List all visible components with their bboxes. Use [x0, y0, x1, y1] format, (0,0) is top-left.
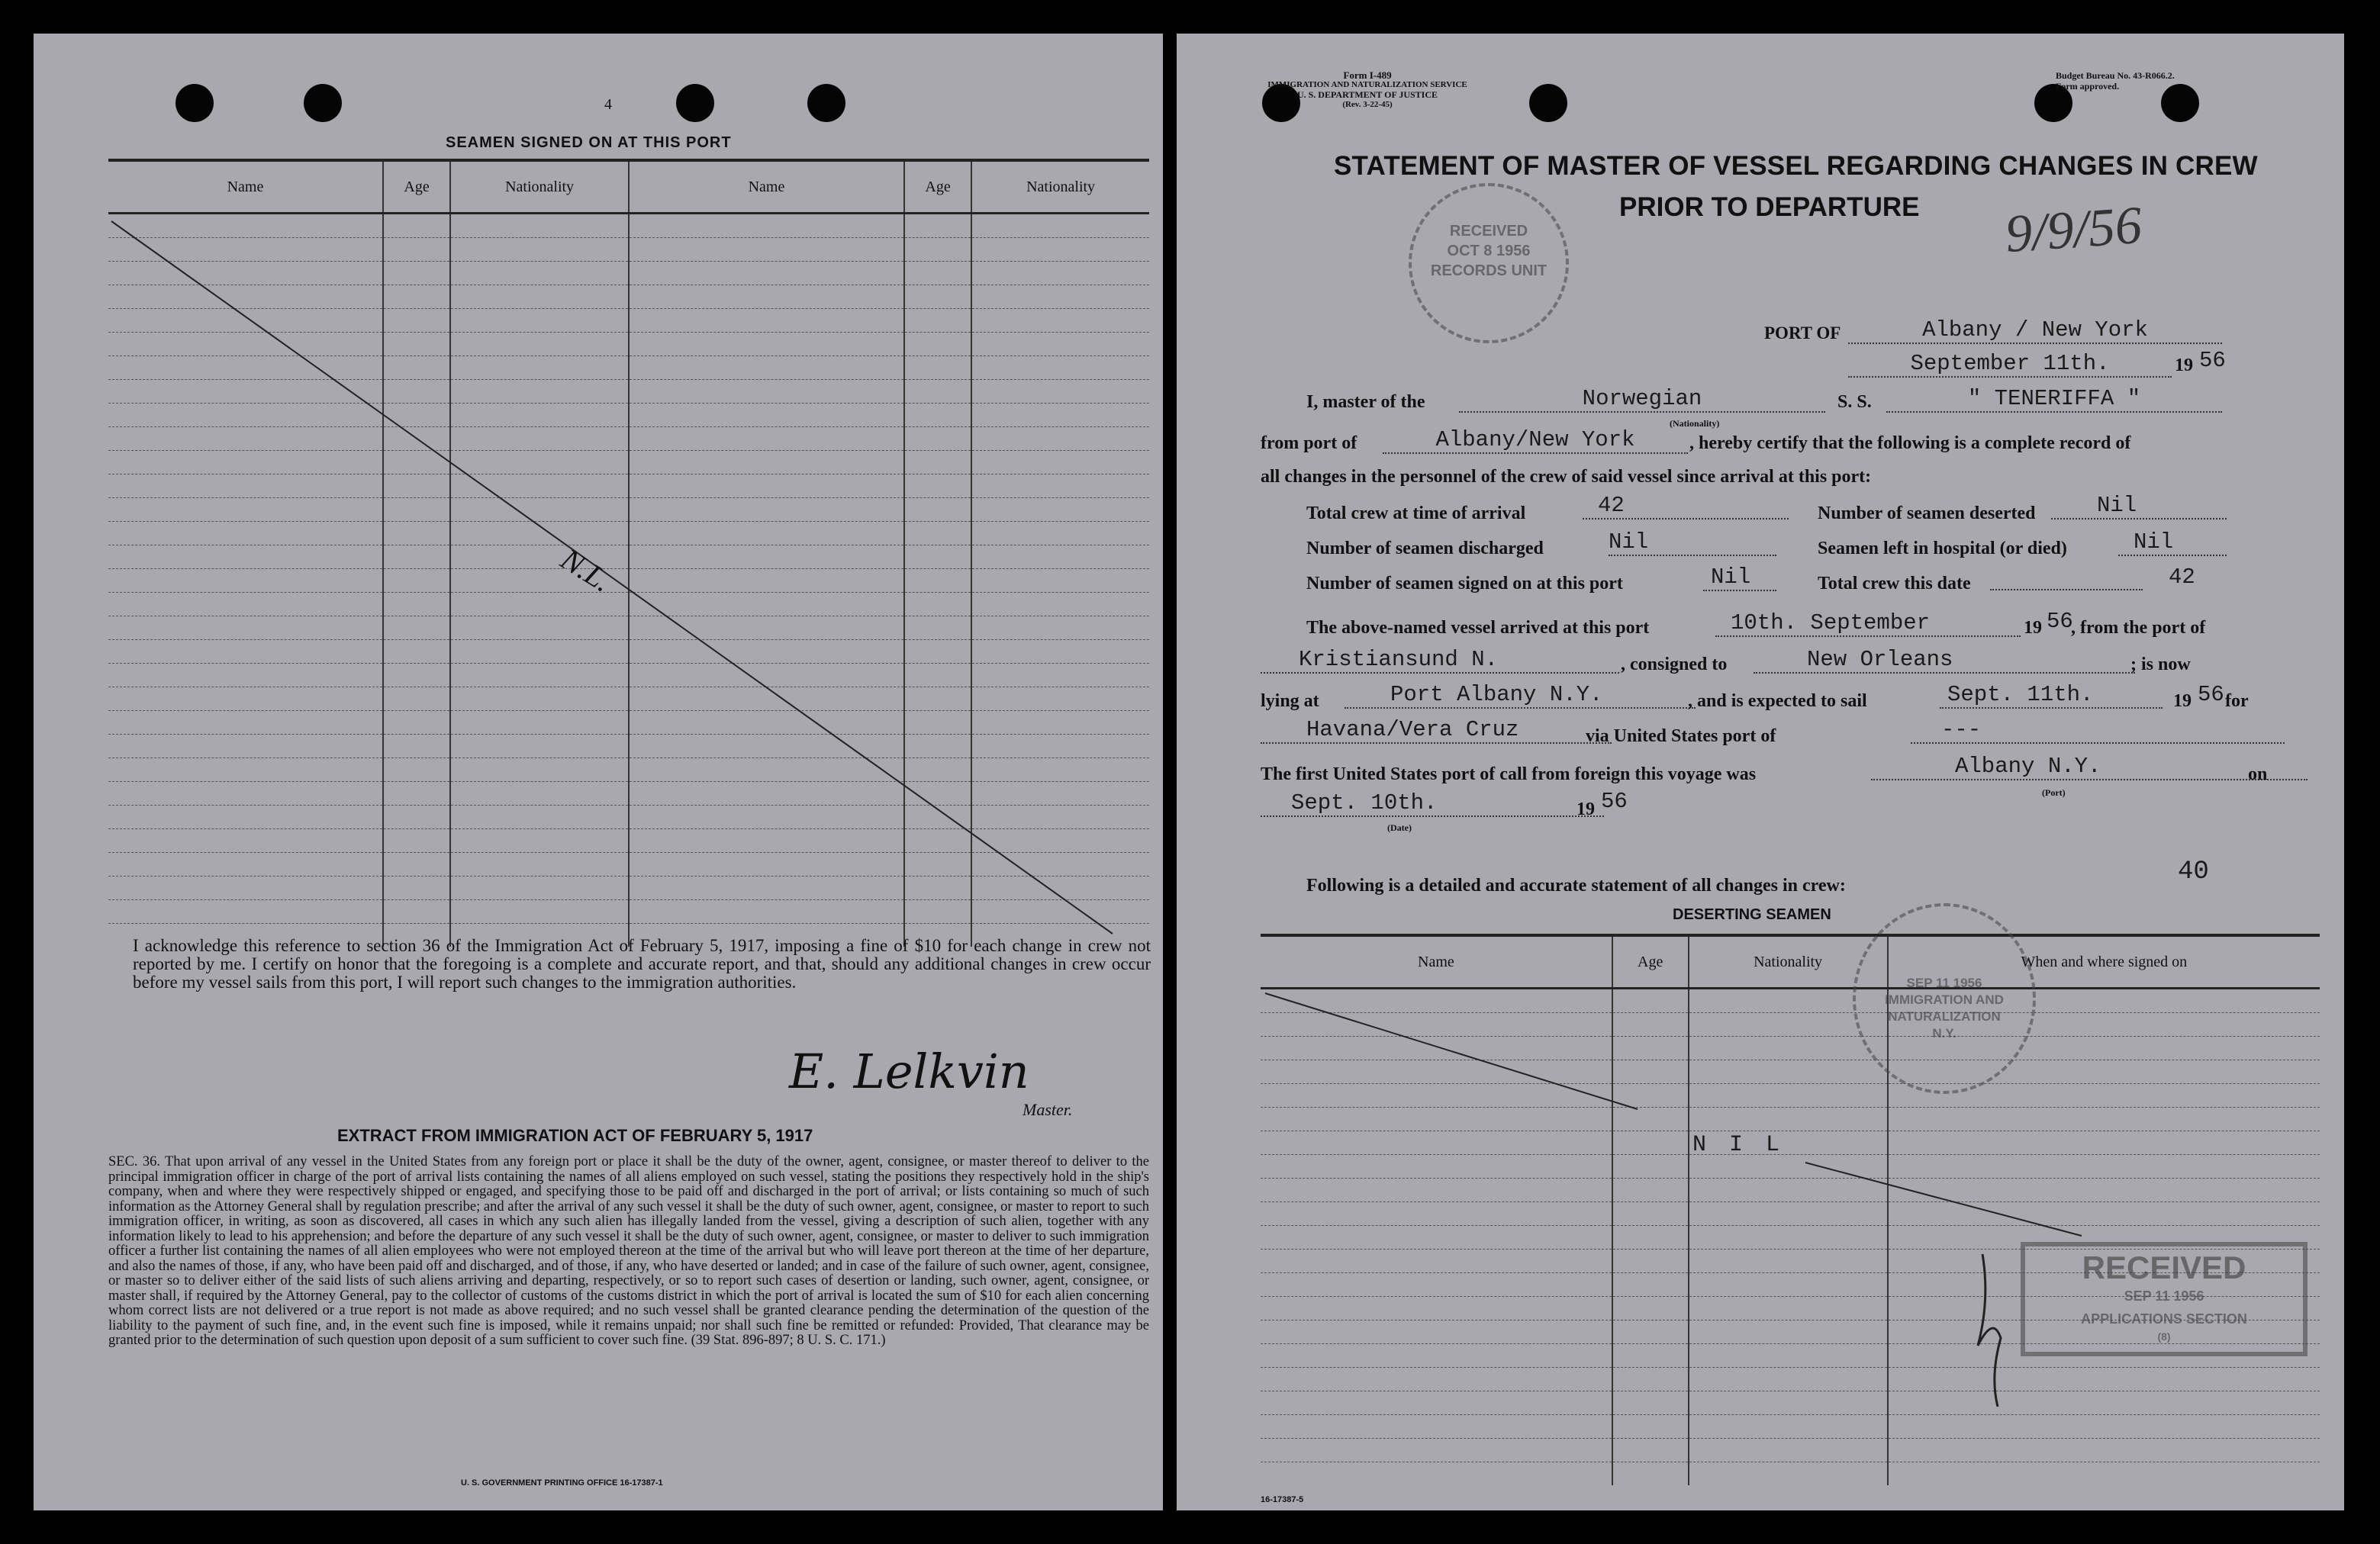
- first-port-year: 56: [1601, 789, 1628, 814]
- deserting-seamen-heading: DESERTING SEAMEN: [1673, 906, 1831, 923]
- master-caption: Master.: [1023, 1100, 1073, 1119]
- port-of-label: PORT OF: [1764, 323, 1841, 343]
- total-crew-arrival-label: Total crew at time of arrival: [1306, 503, 1526, 523]
- col-when-where-signed: When and where signed on: [2021, 953, 2188, 970]
- col-age: Age: [383, 160, 450, 214]
- table-row: [1261, 1415, 2320, 1439]
- handwritten-date: 9/9/56: [2003, 195, 2144, 265]
- sail-year: 56: [2198, 682, 2224, 707]
- year-prefix: 19: [2175, 355, 2193, 375]
- signed-on-label: Number of seamen signed on at this port: [1306, 574, 1623, 593]
- year-prefix: 19: [1576, 799, 1595, 819]
- consigned-label: , consigned to: [1621, 655, 1728, 674]
- stamp-text: RECORDS UNIT: [1430, 262, 1547, 279]
- consignee: New Orleans: [1754, 647, 2135, 674]
- table-cell: [1261, 1415, 1612, 1439]
- table-cell: [1612, 1415, 1689, 1439]
- stamp-text: NATURALIZATION: [1888, 1009, 2001, 1024]
- table-cell: [1612, 1462, 1689, 1486]
- stamp-text: APPLICATIONS SECTION: [2081, 1311, 2247, 1327]
- from-port-of-label: , from the port of: [2071, 618, 2206, 638]
- stamp-text: SEP 11 1956: [1906, 976, 1982, 990]
- on-label: on: [2248, 764, 2268, 784]
- stamp-text: OCT 8 1956: [1447, 243, 1531, 259]
- arrival-year: 56: [2047, 609, 2073, 634]
- nil-mark: N I L: [1692, 1132, 1785, 1158]
- printer-line: 16-17387-5: [1261, 1495, 1304, 1504]
- stamp-text: SEP 11 1956: [2124, 1288, 2204, 1304]
- seamen-signed-on-heading: SEAMEN SIGNED ON AT THIS PORT: [446, 134, 732, 151]
- printer-line: U. S. GOVERNMENT PRINTING OFFICE 16-17387-1: [461, 1478, 663, 1488]
- form-subtitle: PRIOR TO DEPARTURE: [1619, 192, 1920, 222]
- discharged-value: Nil: [1609, 529, 1776, 556]
- table-cell: [1612, 1439, 1689, 1462]
- col-nationality: Nationality: [1026, 178, 1096, 195]
- form-number: Form I-489: [1343, 69, 1392, 81]
- stamp-text: (8): [2157, 1330, 2171, 1343]
- left-page: [34, 34, 1163, 1510]
- first-port-value: Albany N.Y.: [1871, 754, 2308, 780]
- port-of-value: Albany / New York: [1848, 317, 2222, 344]
- hospital-value: Nil: [2118, 529, 2227, 556]
- col-name: Name: [629, 160, 904, 214]
- vessel-nationality: Norwegian: [1459, 386, 1825, 413]
- cancel-line: [34, 34, 1163, 949]
- revision-date: (Rev. 3-22-45): [1342, 100, 1393, 109]
- from-port-label: from port of: [1261, 433, 1357, 453]
- col-name: Name: [1261, 935, 1612, 989]
- via-value: ---: [1911, 717, 2285, 744]
- lying-at-value: Port Albany N.Y.: [1345, 682, 1696, 709]
- arrived-label: The above-named vessel arrived at this port: [1306, 618, 1650, 638]
- stamp-text: IMMIGRATION AND: [1885, 992, 2004, 1007]
- port-caption: (Port): [2042, 787, 2066, 798]
- certify-text: , hereby certify that the following is a complete record of: [1689, 433, 2131, 453]
- table-cell: [1888, 1439, 2320, 1462]
- table-cell: [1261, 1462, 1612, 1486]
- is-now-label: ; is now: [2130, 655, 2191, 674]
- table-cell: [1689, 1439, 1888, 1462]
- year-prefix: 19: [2024, 618, 2042, 638]
- for-label: for: [2225, 691, 2249, 711]
- via-label: via United States port of: [1586, 726, 1776, 746]
- deserted-value: Nil: [2051, 493, 2227, 519]
- certify-text-2: all changes in the personnel of the crew of said vessel since arrival at this port:: [1261, 467, 1872, 487]
- discharged-label: Number of seamen discharged: [1306, 539, 1544, 558]
- year-prefix: 19: [2173, 691, 2192, 711]
- acknowledgment-text: I acknowledge this reference to section 36 of the Immigration Act of February 5, 1917, imposing a fine of $10 for each change in crew not reported by me. I certify on honor that the foregoing is a complete and accurate report, and that, should any additional changes in crew occur before my vessel sails from this port, I will report such changes to the immigration authorities.: [133, 936, 1151, 992]
- col-nationality: Nationality: [1689, 935, 1888, 989]
- ship-name: " TENERIFFA ": [1886, 386, 2222, 413]
- table-cell: [1888, 1462, 2320, 1486]
- table-cell: [1261, 1439, 1612, 1462]
- stamp-text: RECEIVED: [2082, 1250, 2246, 1285]
- round-stamp: [1853, 903, 2036, 1094]
- right-page: [1177, 34, 2344, 1510]
- hospital-label: Seamen left in hospital (or died): [1818, 539, 2067, 558]
- first-port-date: Sept. 10th.: [1261, 790, 1604, 817]
- stamp-text: RECEIVED: [1449, 223, 1528, 240]
- cancel-lines: [1177, 34, 2344, 1407]
- statement-date: September 11th.: [1848, 351, 2172, 378]
- deserted-label: Number of seamen deserted: [1818, 503, 2036, 523]
- lying-at-label: lying at: [1261, 691, 1319, 711]
- origin-port: Kristiansund N.: [1261, 647, 1619, 674]
- nationality-caption: (Nationality): [1670, 418, 1720, 429]
- master-signature: E. Lelkvin: [789, 1044, 1029, 1099]
- extract-text: SEC. 36. That upon arrival of any vessel in the United States from any foreign port or place it shall be the duty of the owner, agent, consignee, or master thereof to deliver to the principal immigration officer in charge of the port of arrival lists containing the names of all aliens employed on such vessel, stating the positions they respectively hold in the ship's company, when and where they were respectively shipped or engaged, and specifying those to be paid off and discharged in the port of arrival; or lists containing so much of such information as the Attorney General shall by regulation prescribe; and after the arrival of any such vessel it shall be the duty of such owner, agent, consignee, or master to report to such immigration officer, in writing, as soon as discovered, all cases in which any such alien has illegally landed from the vessel, giving a description of such alien, together with any information likely to lead to his apprehension; and before the departure of any such vessel it shall be the duty of such owner, agent, consignee, or master to deliver to such immigration officer a further list containing the names of all alien employees who were not employed thereon at the time of the arrival but who will leave port thereon at the time of her departure, and also the names of those, if any, who have been paid off and discharged, and of those, if any, who have deserted or landed; and in case of the failure of such owner, agent, consignee, or master so to deliver either of the said lists of such aliens arriving and departing, respectively, or so to report such cases of desertion or landing, such owner, agent, consignee, or master shall, if required by the Attorney General, pay to the collector of customs of the customs district in which the port of arrival is located the sum of $10 for each alien concerning whom correct lists are not delivered or a true report is not made as above required; and no such vessel shall be granted clearance pending the determination of the question of the liability to the payment of such fine, and, in the event such fine is imposed, while it remains unpaid; nor shall such fine be remitted or refunded: Provided, That clearance may be granted prior to the determination of such question upon deposit of a sum sufficient to cover such fine. (39 Stat. 896-897; 8 U. S. C. 171.): [108, 1154, 1149, 1348]
- signed-on-value: Nil: [1703, 565, 1776, 591]
- sail-date: Sept. 11th.: [1940, 682, 2163, 709]
- stamp-text: N.Y.: [1932, 1026, 1956, 1041]
- total-crew-date-label: Total crew this date: [1818, 574, 1971, 593]
- first-port-label: The first United States port of call from foreign this voyage was: [1261, 764, 1757, 784]
- form-title: STATEMENT OF MASTER OF VESSEL REGARDING CHANGES IN CREW: [1334, 151, 2258, 181]
- arrived-value: 10th. September: [1715, 610, 2021, 637]
- table-cell: [1689, 1462, 1888, 1486]
- page-number: 4: [604, 96, 612, 113]
- budget-number: Budget Bureau No. 43-R066.2.: [2056, 70, 2175, 81]
- following-label: Following is a detailed and accurate statement of all changes in crew:: [1306, 876, 1846, 896]
- col-age: Age: [904, 160, 971, 214]
- agency-name: IMMIGRATION AND NATURALIZATION SERVICE: [1267, 80, 1467, 89]
- ss-label: S. S.: [1837, 392, 1872, 412]
- department-name: U. S. DEPARTMENT OF JUSTICE: [1296, 89, 1438, 100]
- table-row: [1261, 1462, 2320, 1486]
- statement-year: 56: [2199, 348, 2226, 373]
- expected-label: , and is expected to sail: [1688, 691, 1867, 711]
- table-cell: [1888, 1415, 2320, 1439]
- handwritten-nl: N.L.: [555, 542, 618, 599]
- table-cell: [1689, 1415, 1888, 1439]
- destination: Havana/Vera Cruz: [1261, 717, 1612, 744]
- col-age: Age: [1612, 935, 1689, 989]
- table-row: [1261, 1439, 2320, 1462]
- form-approved: Form approved.: [2056, 81, 2120, 92]
- col-name: Name: [108, 160, 383, 214]
- col-nationality: Nationality: [450, 160, 629, 214]
- date-caption: (Date): [1387, 822, 1412, 833]
- master-of-label: I, master of the: [1306, 392, 1425, 412]
- total-crew-date-value: 42: [2169, 565, 2195, 590]
- from-port-value: Albany/New York: [1383, 427, 1688, 454]
- received-stamp-applications: [2021, 1242, 2308, 1356]
- extract-title: EXTRACT FROM IMMIGRATION ACT OF FEBRUARY 5, 1917: [337, 1126, 813, 1145]
- crew-number: 40: [2178, 857, 2209, 886]
- total-crew-arrival-value: 42: [1583, 493, 1789, 519]
